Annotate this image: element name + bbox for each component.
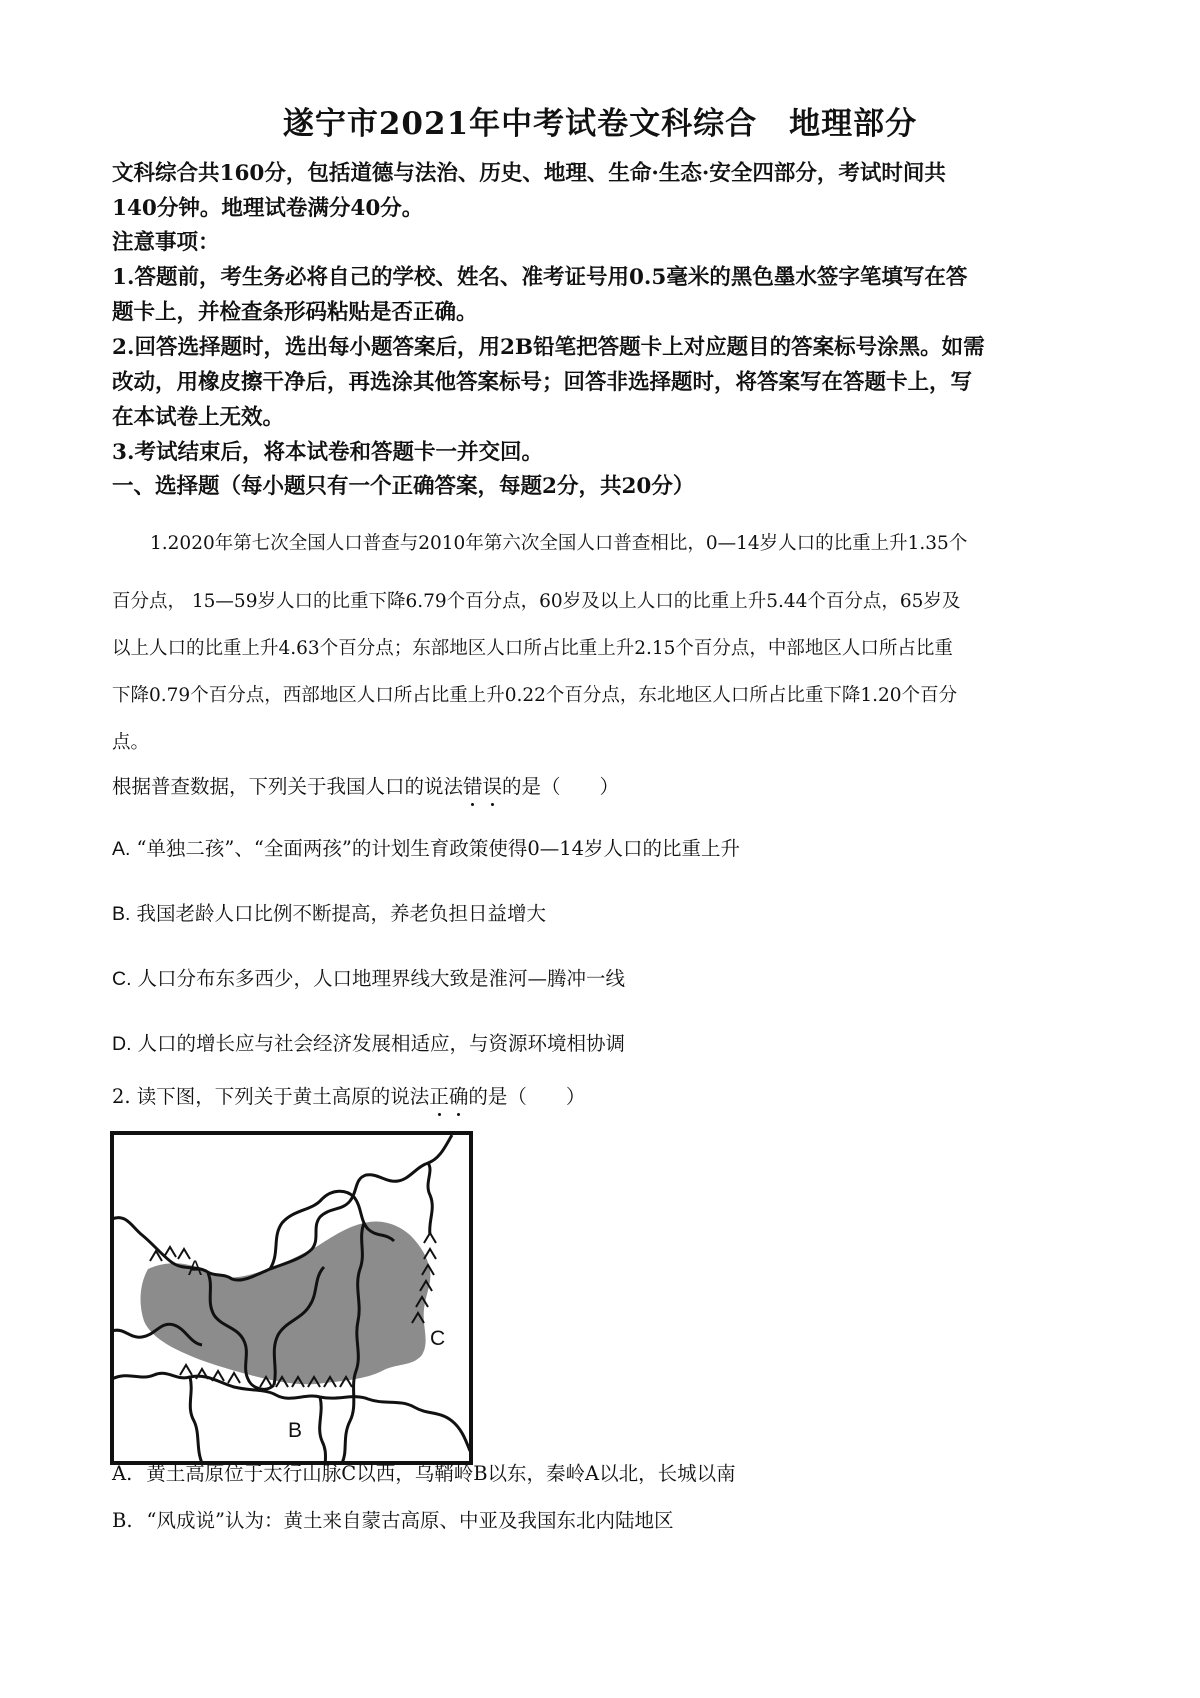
q1-option-b[interactable] (112, 898, 546, 926)
q2-option-a[interactable] (112, 1458, 736, 1486)
loess-plateau-map (110, 1131, 473, 1465)
q1-passage-line-4: 下降0.79个百分点，西部地区人口所占比重上升0.22个百分点，东北地区人口所占比重下降1.20个百分 (112, 685, 958, 706)
q1-stem-tail: 的是（ ） (502, 775, 620, 798)
option-letter: D. (112, 1033, 132, 1055)
q2-stem-tail: 的是（ ） (468, 1085, 586, 1108)
q1-option-d[interactable] (112, 1028, 625, 1056)
q1-passage-line-3: 以上人口的比重上升4.63个百分点；东部地区人口所占比重上升2.15个百分点，中部地区人口所占比重 (112, 638, 953, 659)
notice-item-3: 3.考试结束后，将本试卷和答题卡一并交回。 (112, 440, 543, 465)
notice-item-1-line-2: 题卡上，并检查条形码粘贴是否正确。 (112, 300, 478, 325)
notice-item-1-line-1: 1.答题前，考生务必将自己的学校、姓名、准考证号用0.5毫米的黑色墨水签字笔填写在答 (112, 265, 968, 290)
option-text: 我国老龄人口比例不断提高，养老负担日益增大 (136, 902, 546, 925)
q1-passage-line-2: 百分点， 15—59岁人口的比重下降6.79个百分点，60岁及以上人口的比重上升5.44个百分点，65岁及 (112, 591, 961, 612)
intro-line-2: 140分钟。地理试卷满分40分。 (112, 196, 424, 221)
q1-passage-line-5: 点。 (112, 732, 150, 753)
section-heading: 一、选择题（每小题只有一个正确答案，每题2分，共20分） (112, 474, 695, 499)
notice-item-2-line-3: 在本试卷上无效。 (112, 405, 285, 430)
option-text: 人口的增长应与社会经济发展相适应，与资源环境相协调 (137, 1032, 626, 1055)
emphasis-dot (471, 803, 474, 806)
notice-item-2-line-1: 2.回答选择题时，选出每小题答案后，用2B铅笔把答题卡上对应题目的答案标号涂黑。如需 (112, 335, 985, 360)
q1-stem (112, 771, 619, 799)
page-title: 遂宁市2021年中考试卷文科综合 地理部分 (282, 106, 918, 142)
q1-stem-emphasis-text: 错误 (463, 775, 503, 798)
emphasis-dot (457, 1113, 460, 1116)
map-label-c: C (430, 1327, 446, 1350)
option-letter: B. (112, 1509, 133, 1532)
option-letter: A. (112, 1462, 133, 1485)
q2-option-b[interactable] (112, 1505, 673, 1533)
q2-stem-text: 2. 读下图，下列关于黄土高原的说法 (112, 1085, 430, 1108)
q1-stem-emphasis (463, 775, 502, 798)
option-letter: C. (112, 968, 132, 990)
emphasis-dot (438, 1113, 441, 1116)
q2-stem-emphasis-text: 正确 (429, 1085, 469, 1108)
q1-option-a[interactable] (112, 833, 740, 861)
option-text: 黄土高原位于太行山脉C以西，乌鞘岭B以东，秦岭A以北，长城以南 (146, 1462, 736, 1485)
option-text: 人口分布东多西少，人口地理界线大致是淮河—腾冲一线 (137, 967, 626, 990)
map-label-b: B (288, 1419, 303, 1442)
option-text: “风成说”认为：黄土来自蒙古高原、中亚及我国东北内陆地区 (146, 1509, 674, 1532)
map-label-a: A (188, 1257, 203, 1280)
emphasis-dot (491, 803, 494, 806)
option-letter: A. (112, 838, 131, 860)
option-text: “单独二孩”、“全面两孩”的计划生育政策使得0—14岁人口的比重上升 (136, 837, 741, 860)
option-letter: B. (112, 903, 131, 925)
q2-stem-emphasis (429, 1085, 468, 1108)
q1-passage-line-1: 1.2020年第七次全国人口普查与2010年第六次全国人口普查相比，0—14岁人口的比重上升1.35个 (150, 533, 968, 554)
q1-option-c[interactable] (112, 963, 625, 991)
q2-stem (112, 1081, 585, 1109)
q1-stem-text: 根据普查数据，下列关于我国人口的说法 (112, 775, 464, 798)
intro-line-1: 文科综合共160分，包括道德与法治、历史、地理、生命·生态·安全四部分，考试时间共 (112, 161, 946, 186)
notice-item-2-line-2: 改动，用橡皮擦干净后，再选涂其他答案标号；回答非选择题时，将答案写在答题卡上，写 (112, 370, 973, 395)
notice-heading: 注意事项： (112, 230, 220, 255)
